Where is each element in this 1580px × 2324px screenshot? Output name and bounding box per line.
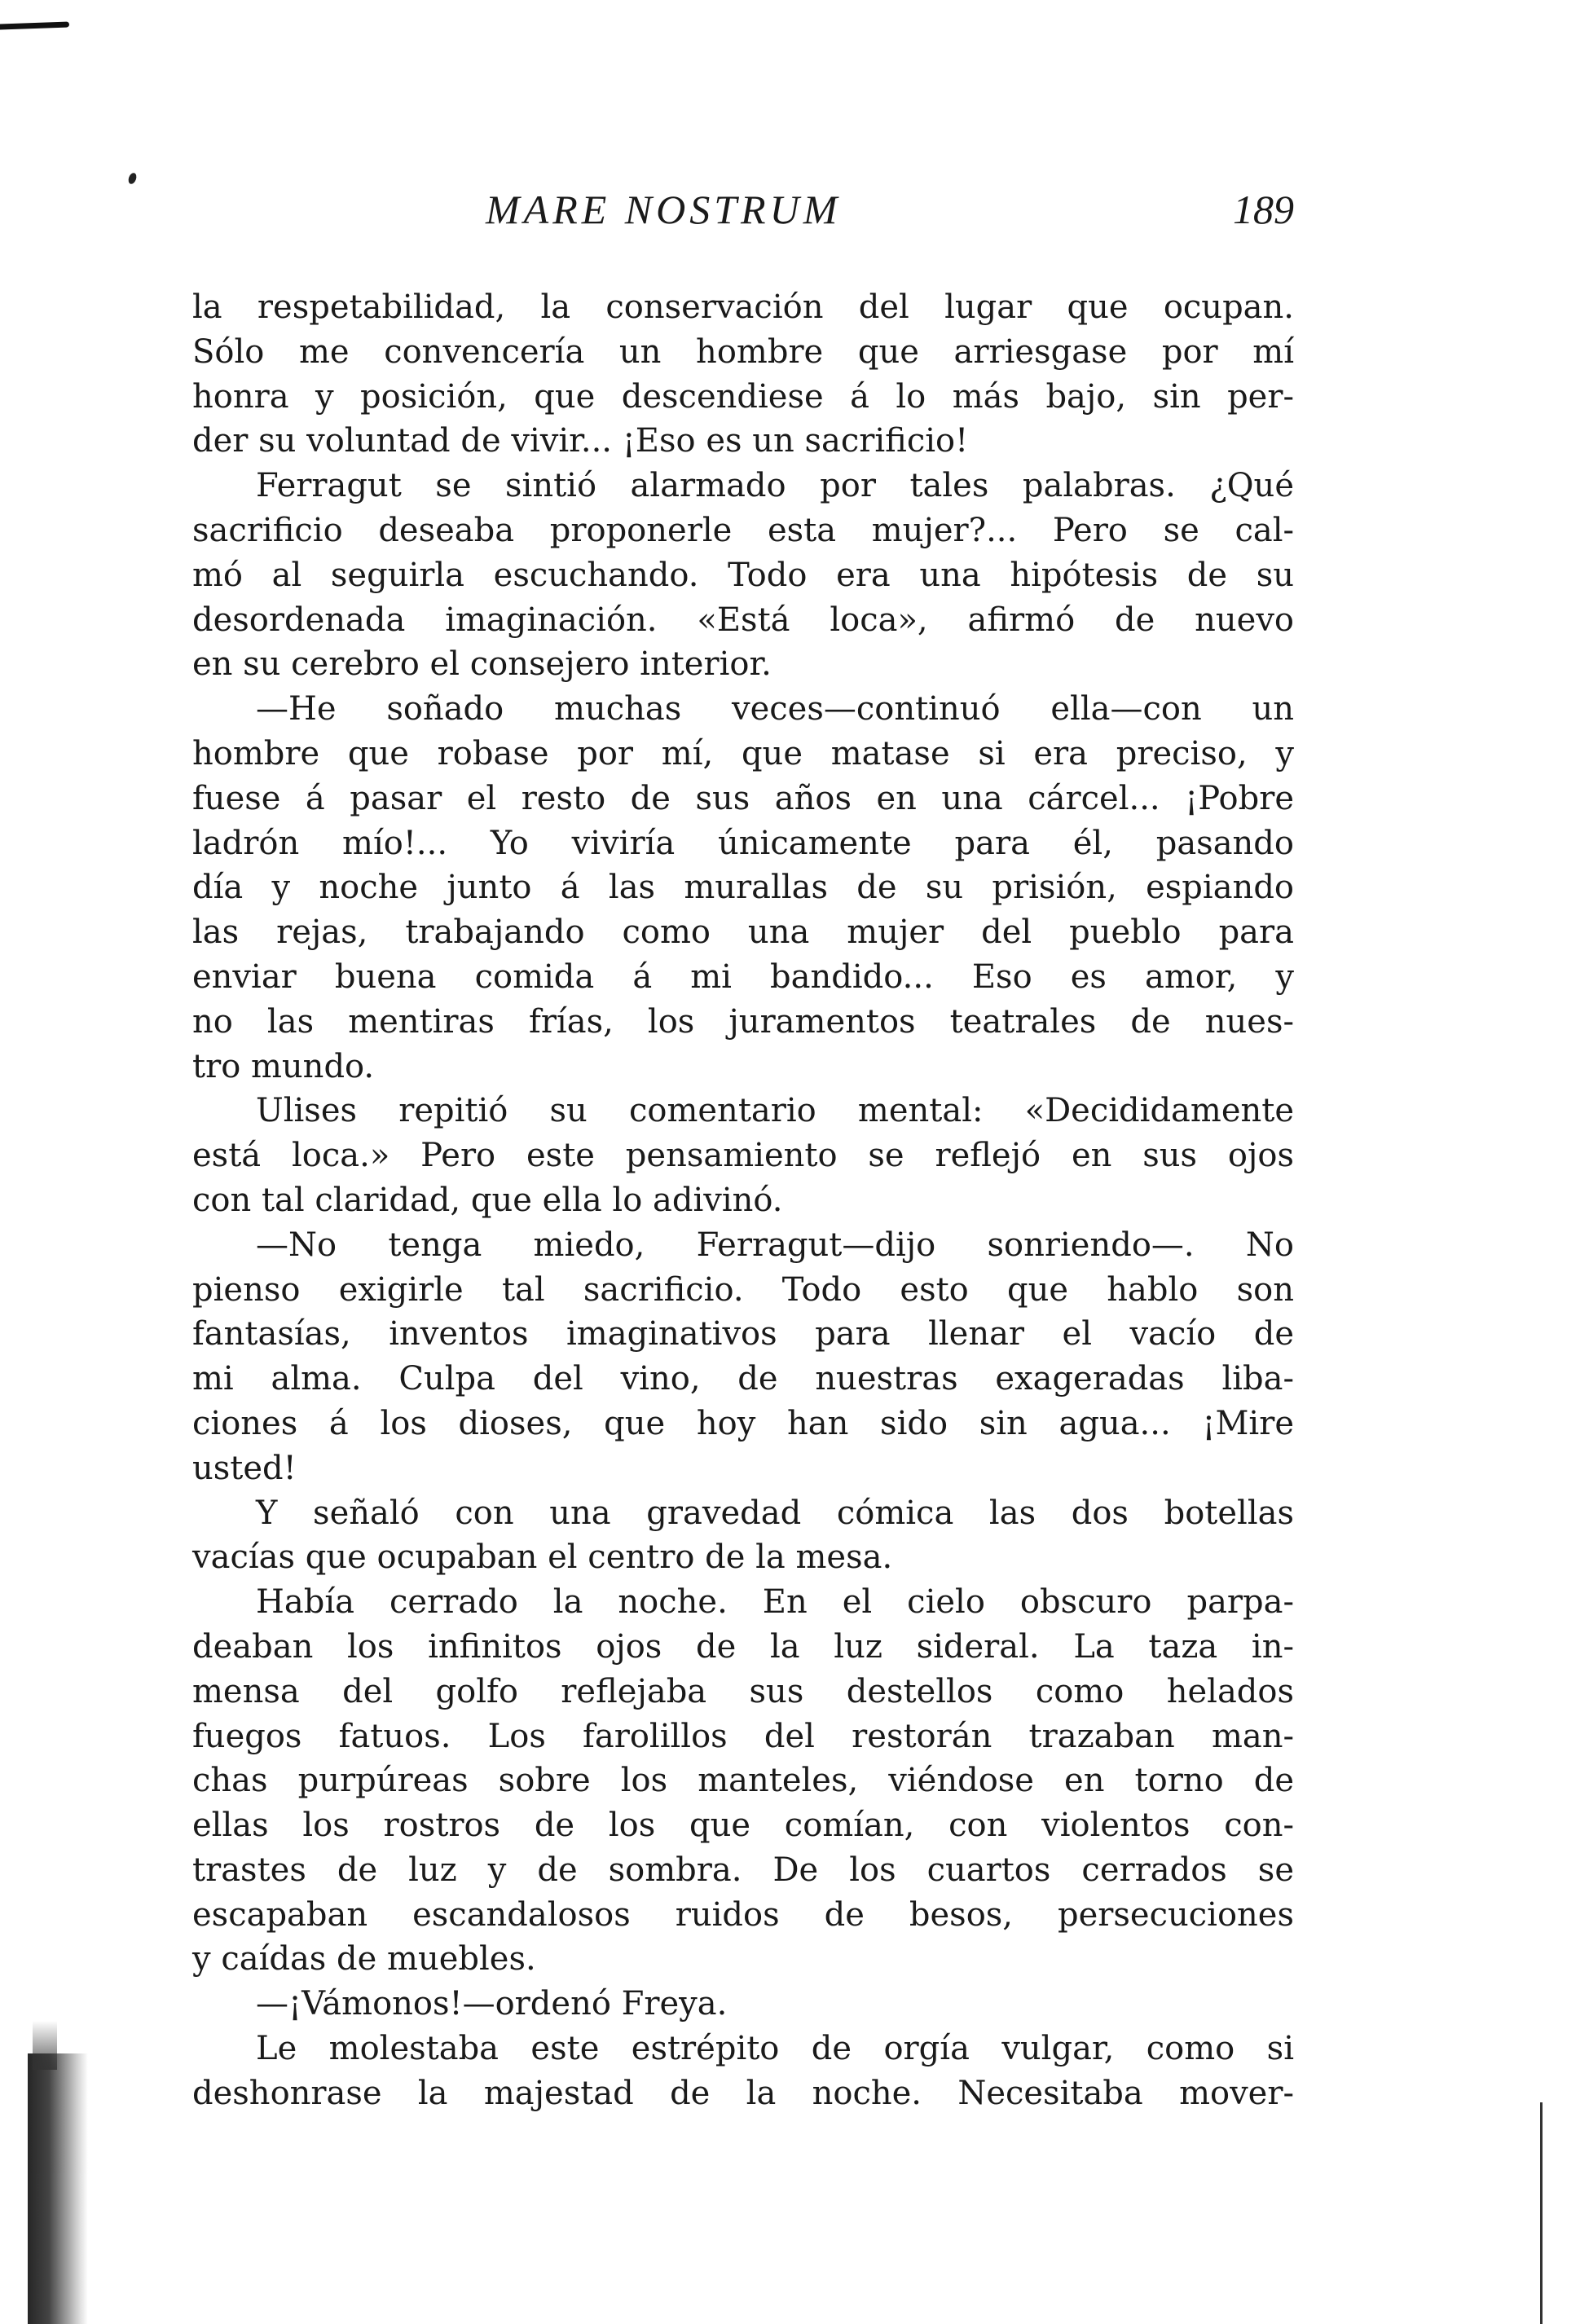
running-header xyxy=(192,186,1294,235)
text-line: trastes de luz y de sombra. De los cuartos cerrados se xyxy=(192,1851,1294,1889)
text-line: enviar buena comida á mi bandido... Eso es amor, y xyxy=(192,957,1294,996)
text-line: Ferragut se sintió alarmado por tales palabras. ¿Qué xyxy=(256,467,1294,505)
text-line: día y noche junto á las murallas de su prisión, espiando xyxy=(192,869,1294,907)
text-line: Le molestaba este estrépito de orgía vulgar, como si xyxy=(256,2030,1294,2068)
text-line: con tal claridad, que ella lo adivinó. xyxy=(192,1181,783,1219)
text-line: Ulises repitió su comentario mental: «Decididamente xyxy=(256,1092,1294,1130)
text-line: Y señaló con una gravedad cómica las dos botellas xyxy=(256,1494,1294,1532)
text-line: está loca.» Pero este pensamiento se reflejó en sus ojos xyxy=(192,1137,1294,1175)
text-line: en su cerebro el consejero interior. xyxy=(192,645,772,684)
text-line: la respetabilidad, la conservación del lugar que ocupan. xyxy=(192,288,1294,326)
text-line: hombre que robase por mí, que matase si era preciso, y xyxy=(192,734,1294,772)
text-line: fuese á pasar el resto de sus años en una cárcel... ¡Pobre xyxy=(192,779,1294,817)
ink-speck xyxy=(127,172,138,185)
text-line: —He soñado muchas veces—continuó ella—con un xyxy=(256,690,1294,728)
text-line: ellas los rostros de los que comían, con violentos con- xyxy=(192,1807,1294,1845)
text-line: chas purpúreas sobre los manteles, viéndose en torno de xyxy=(192,1762,1294,1800)
text-line: tro mundo. xyxy=(192,1047,375,1085)
text-line: deshonrase la majestad de la noche. Necesitaba mover- xyxy=(192,2074,1294,2112)
page-number: 189 xyxy=(1233,187,1294,232)
text-line: mensa del golfo reflejaba sus destellos como helados xyxy=(192,1672,1294,1710)
text-line: pienso exigirle tal sacrificio. Todo esto que hablo son xyxy=(192,1270,1294,1309)
text-line: der su voluntad de vivir... ¡Eso es un sacrificio! xyxy=(192,422,969,460)
text-line: las rejas, trabajando como una mujer del pueblo para xyxy=(192,913,1294,952)
binding-shadow xyxy=(28,2053,88,2324)
text-line: mi alma. Culpa del vino, de nuestras exageradas liba- xyxy=(192,1360,1294,1398)
text-line: —No tenga miedo, Ferragut—dijo sonriendo—. No xyxy=(256,1226,1294,1264)
text-line: y caídas de muebles. xyxy=(192,1940,536,1978)
text-line: ladrón mío!... Yo viviría únicamente para él, pasando xyxy=(192,824,1294,862)
print-mark xyxy=(0,22,69,30)
page-edge-line xyxy=(1540,2102,1543,2324)
text-line: Sólo me convencería un hombre que arriesgase por mí xyxy=(192,332,1294,371)
book-title: MARE NOSTRUM xyxy=(486,187,842,232)
text-line: fuegos fatuos. Los farolillos del restorán trazaban man- xyxy=(192,1717,1294,1755)
text-line: honra y posición, que descendiese á lo más bajo, sin per- xyxy=(192,377,1294,416)
text-line: escapaban escandalosos ruidos de besos, persecuciones xyxy=(192,1895,1294,1934)
text-line: —¡Vámonos!—ordenó Freya. xyxy=(256,1985,728,2023)
text-line: ciones á los dioses, que hoy han sido sin agua... ¡Mire xyxy=(192,1404,1294,1442)
body-text xyxy=(192,285,1294,2116)
text-line: desordenada imaginación. «Está loca», afirmó de nuevo xyxy=(192,601,1294,639)
text-line: Había cerrado la noche. En el cielo obscuro parpa- xyxy=(256,1583,1294,1622)
text-line: sacrificio deseaba proponerle esta mujer?... Pero se cal- xyxy=(192,511,1294,549)
text-line: deaban los infinitos ojos de la luz sideral. La taza in- xyxy=(192,1627,1294,1666)
text-line: no las mentiras frías, los juramentos teatrales de nues- xyxy=(192,1002,1294,1041)
text-line: vacías que ocupaban el centro de la mesa. xyxy=(192,1538,893,1577)
text-line: mó al seguirla escuchando. Todo era una hipótesis de su xyxy=(192,556,1294,594)
text-line: fantasías, inventos imaginativos para llenar el vacío de xyxy=(192,1315,1294,1353)
text-line: usted! xyxy=(192,1449,297,1487)
